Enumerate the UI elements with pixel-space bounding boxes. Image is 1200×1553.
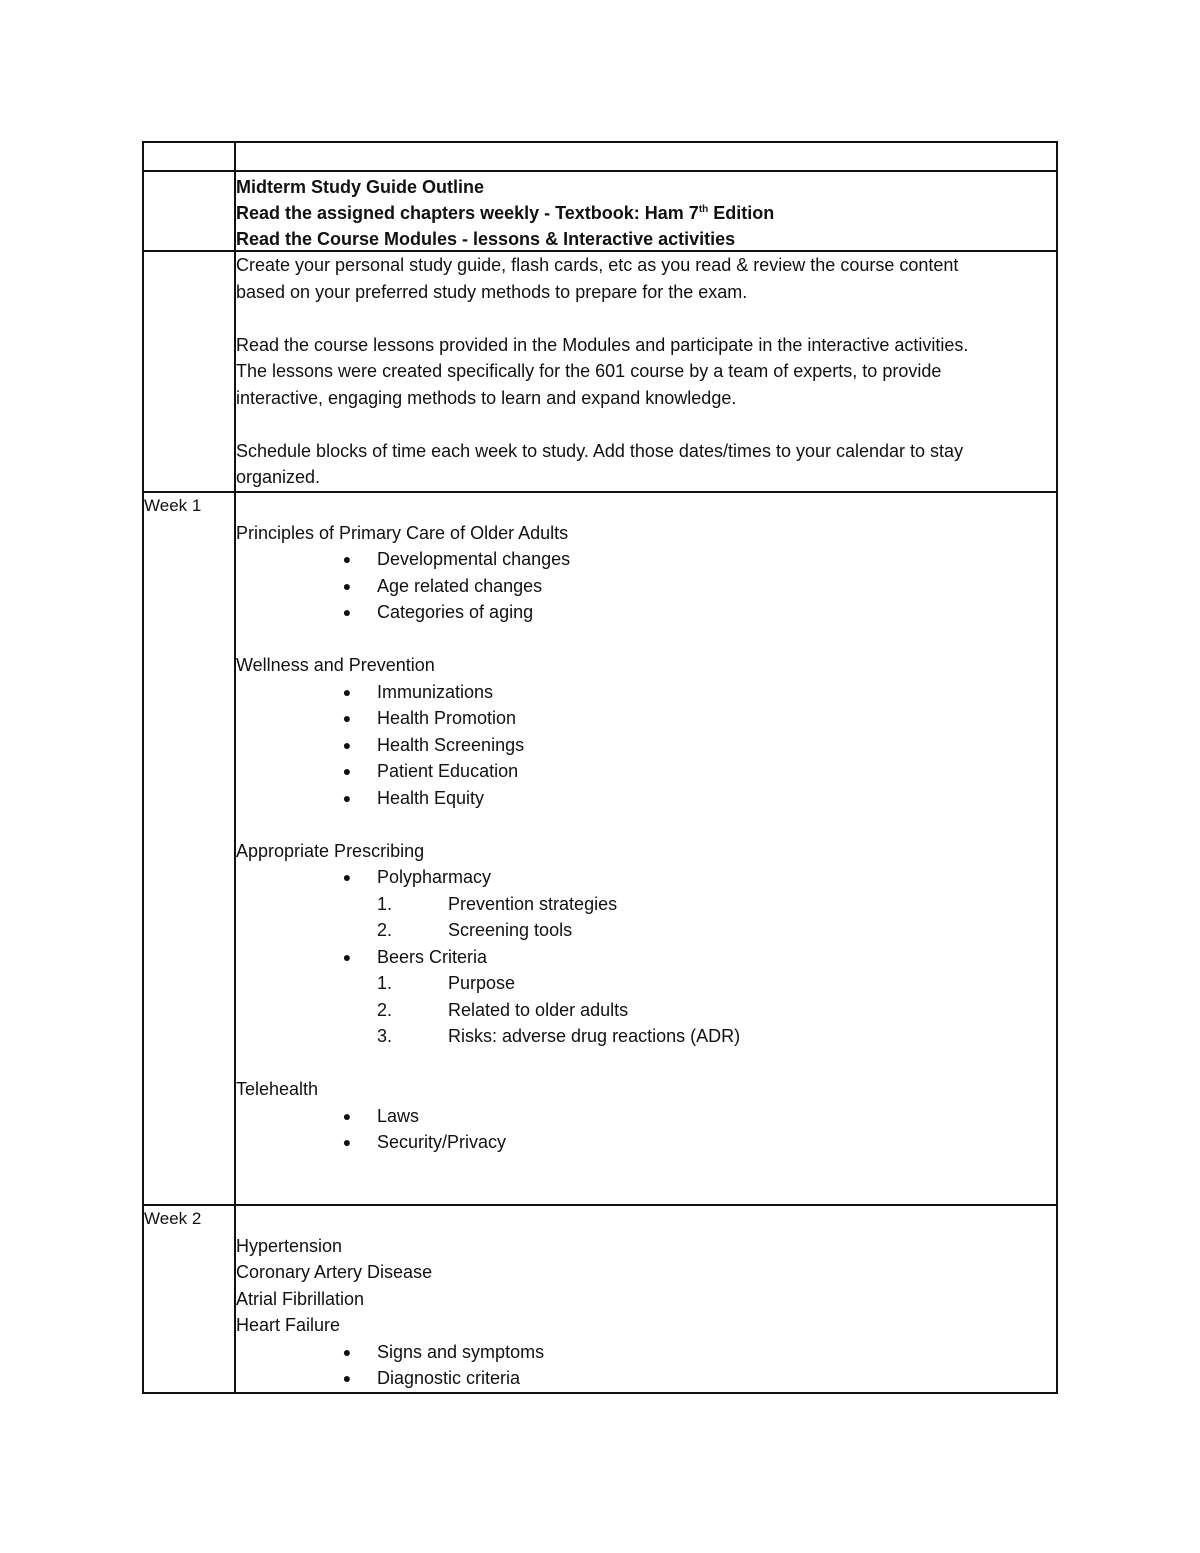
intro-text: Schedule blocks of time each week to study. Add those dates/times to your calendar to stay: [236, 440, 964, 461]
bullet-icon: ●: [342, 948, 352, 965]
textbook-line: [236, 200, 1056, 226]
bullet-icon: ●: [342, 1370, 352, 1386]
intro-text: based on your preferred study methods to prepare for the exam.: [236, 281, 748, 302]
section-title: Principles of Primary Care of Older Adults: [236, 522, 569, 543]
table-cell: [236, 143, 1056, 170]
week1-content: [236, 493, 1056, 1204]
bullet-icon: ●: [342, 551, 352, 567]
list-item: ● Health Screenings: [236, 732, 1056, 759]
topic-item: Hypertension: [236, 1235, 343, 1256]
table-row-header: [144, 172, 1056, 252]
bullet-icon: ●: [342, 1343, 352, 1360]
section-title: Telehealth: [236, 1079, 319, 1099]
list-item: ● Immunizations: [236, 679, 1056, 706]
section-title: Wellness and Prevention: [236, 655, 435, 675]
list-item: ● Laws: [236, 1103, 1056, 1130]
table-row-intro: [144, 252, 1056, 493]
topic-item: Heart Failure: [236, 1315, 341, 1335]
list-item: ● Age related changes: [236, 573, 1056, 600]
intro-text: Read the course lessons provided in the Modules and participate in the interactive activities.: [236, 334, 969, 355]
table-cell: [144, 252, 236, 491]
list-item: ● Health Promotion: [236, 705, 1056, 732]
page-title: Midterm Study Guide Outline: [236, 177, 485, 197]
numbered-item: 2. Related to older adults: [377, 999, 629, 1020]
topic-item: Coronary Artery Disease: [236, 1262, 433, 1282]
intro-text: The lessons were created specifically for the 601 course by a team of experts, to provide: [236, 361, 942, 381]
numbered-item: 1. Prevention strategies: [377, 893, 618, 914]
week-label: Week 1: [144, 493, 236, 1204]
table-row-empty: [144, 143, 1056, 172]
list-item: ● Patient Education: [236, 758, 1056, 785]
list-item: ● Health Equity: [236, 785, 1056, 812]
header-cell: [236, 172, 1056, 250]
numbered-item: 1. Purpose: [377, 973, 516, 993]
intro-cell: [236, 252, 1056, 491]
bullet-icon: ●: [342, 604, 352, 620]
topic-item: Atrial Fibrillation: [236, 1288, 365, 1309]
table-cell: [144, 143, 236, 170]
bullet-icon: ●: [342, 763, 352, 779]
list-item: ● Categories of aging: [236, 599, 1056, 626]
table-row-week1: [144, 493, 1056, 1206]
numbered-item: 3. Risks: adverse drug reactions (ADR): [377, 1026, 741, 1046]
intro-text: Create your personal study guide, flash cards, etc as you read & review the course content: [236, 255, 959, 275]
bullet-icon: ●: [342, 683, 352, 700]
bullet-icon: ●: [342, 1107, 352, 1124]
table-cell: [144, 172, 236, 250]
bullet-icon: ●: [342, 789, 352, 806]
textbook-text: Read the assigned chapters weekly - Textbook: Ham 7: [236, 203, 699, 223]
bullet-icon: ●: [342, 577, 352, 594]
edition-text: Edition: [708, 203, 775, 223]
week-label: Week 2: [144, 1206, 236, 1392]
list-item: ● Security/Privacy: [236, 1129, 1056, 1156]
bullet-icon: ●: [342, 869, 352, 885]
study-guide-table: [142, 141, 1058, 1394]
numbered-item: 2. Screening tools: [377, 920, 573, 940]
list-item: ● Polypharmacy: [236, 864, 1056, 891]
bullet-icon: ●: [342, 710, 352, 726]
section-title: Appropriate Prescribing: [236, 840, 425, 861]
superscript: th: [698, 204, 709, 215]
intro-text: organized.: [236, 467, 321, 487]
intro-text: interactive, engaging methods to learn and expand knowledge.: [236, 387, 737, 408]
bullet-icon: ●: [342, 1134, 352, 1150]
table-row-week2: [144, 1206, 1056, 1392]
week2-content: [236, 1206, 1056, 1392]
bullet-icon: ●: [342, 736, 352, 753]
list-item: ● Developmental changes: [236, 546, 1056, 573]
modules-line: Read the Course Modules - lessons & Interactive activities: [236, 229, 736, 249]
list-item: ● Beers Criteria: [236, 944, 1056, 971]
list-item: ● Diagnostic criteria: [236, 1365, 1056, 1392]
list-item: ● Signs and symptoms: [236, 1339, 1056, 1366]
